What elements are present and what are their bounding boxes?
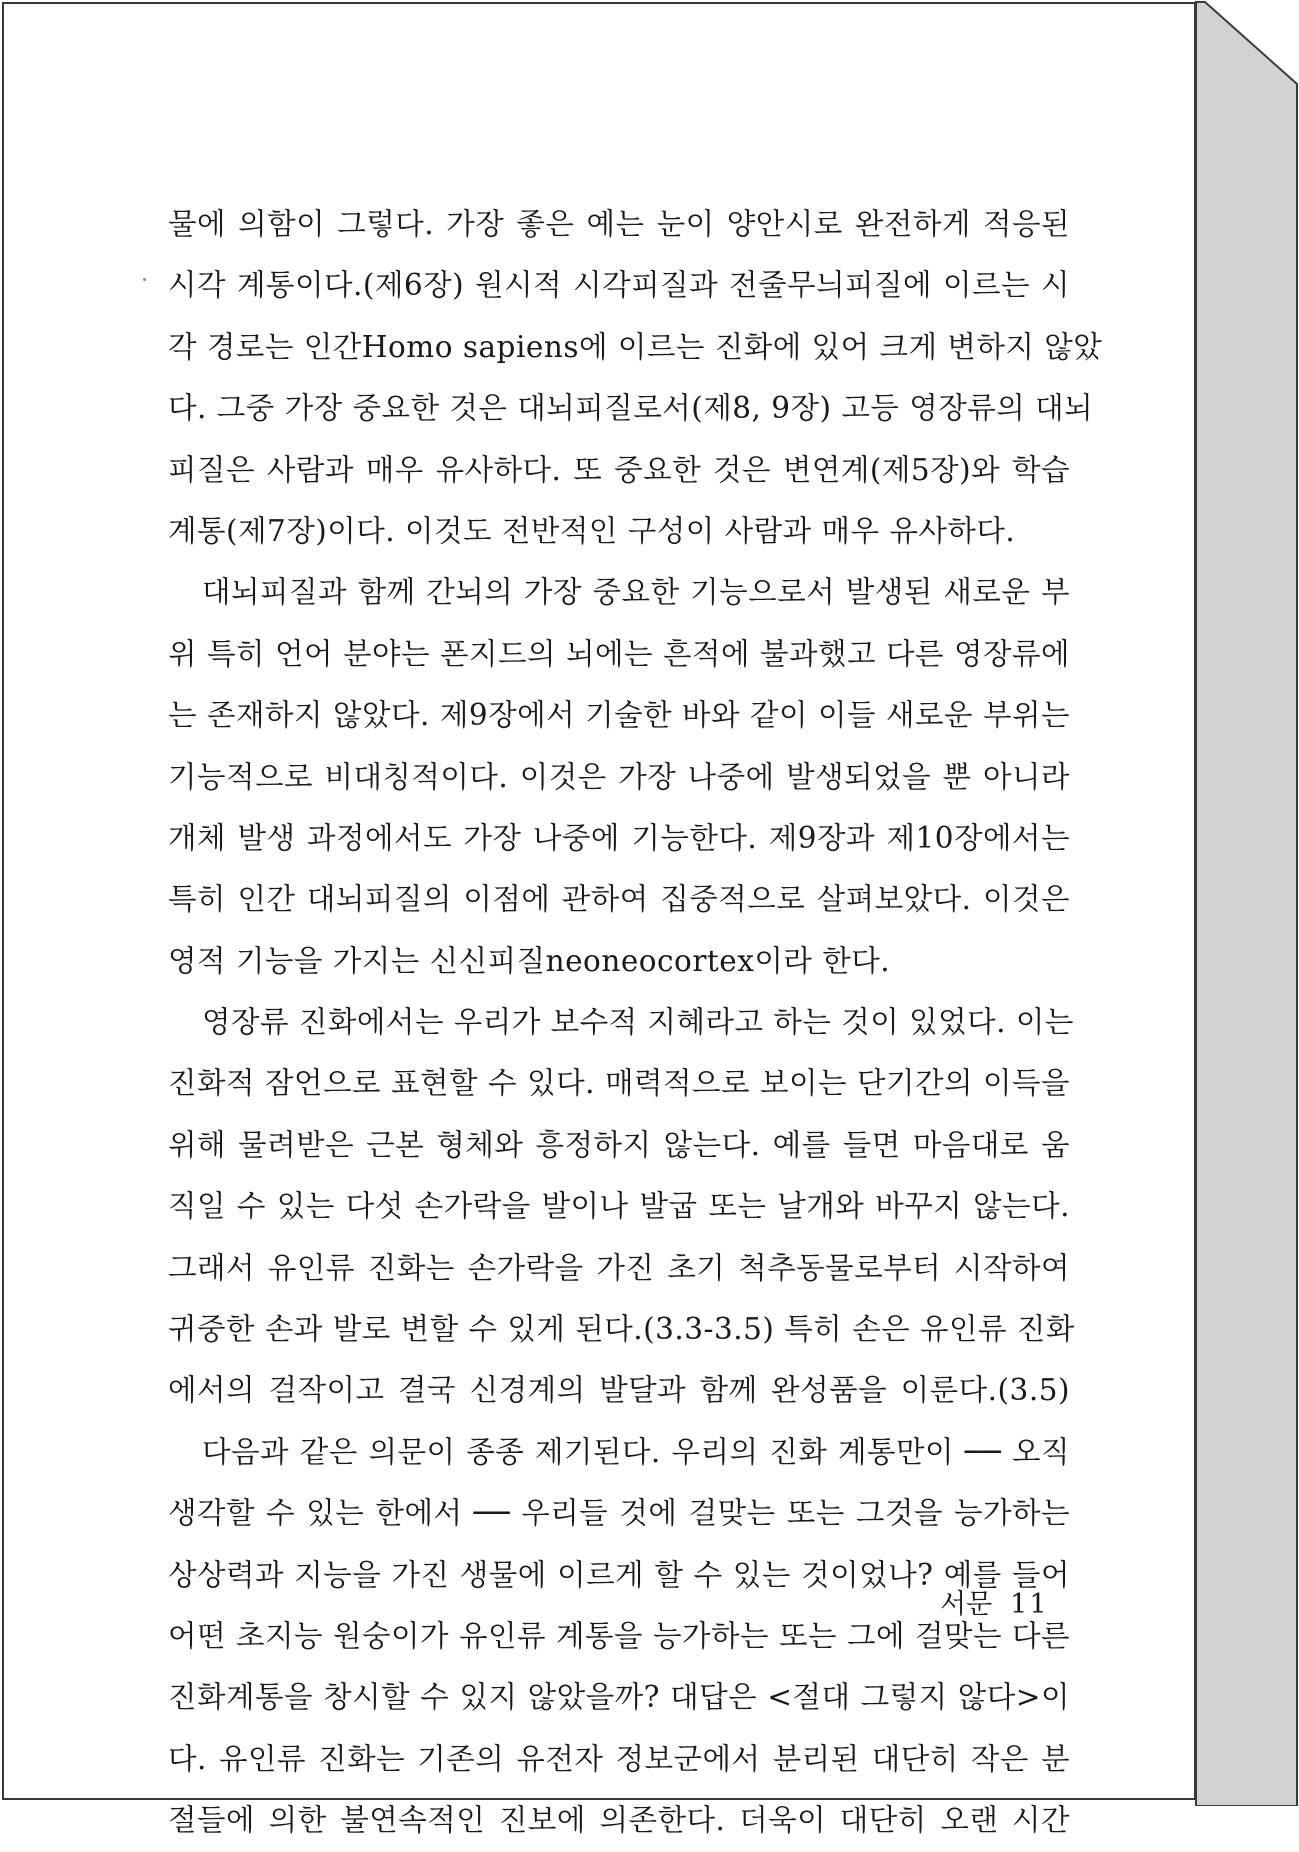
text-line: 기능적으로 비대칭적이다. 이것은 가장 나중에 발생되었을 뿐 아니라 — [168, 759, 1070, 794]
text-line: 상상력과 지능을 가진 생물에 이르게 할 수 있는 것이었나? 예를 들어 — [168, 1557, 1070, 1592]
text-line: 절들에 의한 불연속적인 진보에 의존한다. 더욱이 대단히 오랜 시간 — [168, 1803, 1070, 1838]
text-line: 영장류 진화에서는 우리가 보수적 지혜라고 하는 것이 있었다. 이는 — [202, 1005, 1074, 1040]
body-text — [168, 194, 1103, 1852]
text-line: 귀중한 손과 발로 변할 수 있게 된다.(3.3-3.5) 특히 손은 유인류 진화 — [168, 1312, 1075, 1347]
text-line: 생각할 수 있는 한에서 ── 우리들 것에 걸맞는 또는 그것을 능가하는 — [168, 1496, 1070, 1531]
page-number: 11 — [1010, 1589, 1049, 1620]
text-line: 대뇌피질과 함께 간뇌의 가장 중요한 기능으로서 발생된 새로운 부 — [202, 575, 1070, 610]
text-line: 어떤 초지능 원숭이가 유인류 계통을 능가하는 또는 그에 걸맞는 다른 — [168, 1618, 1070, 1653]
text-line: 위해 물려받은 근본 형체와 흥정하지 않는다. 예를 들면 마음대로 움 — [168, 1127, 1070, 1162]
text-line: 다. 그중 가장 중요한 것은 대뇌피질로서(제8, 9장) 고등 영장류의 대뇌 — [168, 391, 1094, 426]
text-line: 다음과 같은 의문이 종종 제기된다. 우리의 진화 계통만이 ── 오직 — [202, 1434, 1070, 1469]
text-line: 에서의 걸작이고 결국 신경계의 발달과 함께 완성품을 이룬다.(3.5) — [168, 1373, 1070, 1408]
text-line: 진화계통을 창시할 수 있지 않았을까? 대답은 <절대 그렇지 않다>이 — [168, 1680, 1070, 1715]
footer-section-title: 서문 — [940, 1589, 993, 1620]
text-line: 는 존재하지 않았다. 제9장에서 기술한 바와 같이 이들 새로운 부위는 — [168, 698, 1070, 733]
text-line: 직일 수 있는 다섯 손가락을 발이나 발굽 또는 날개와 바꾸지 않는다. — [168, 1189, 1070, 1224]
text-line: 특히 인간 대뇌피질의 이점에 관하여 집중적으로 살펴보았다. 이것은 — [168, 882, 1070, 917]
text-line: 영적 기능을 가지는 신신피질neoneocortex이라 한다. — [168, 943, 891, 978]
text-line: 각 경로는 인간Homo sapiens에 이르는 진화에 있어 크게 변하지 않았 — [168, 329, 1103, 364]
page-footer — [940, 1585, 1049, 1625]
scan-speck — [143, 278, 146, 281]
text-line: 시각 계통이다.(제6장) 원시적 시각피질과 전줄무늬피질에 이르는 시 — [168, 268, 1070, 303]
text-line: 다. 유인류 진화는 기존의 유전자 정보군에서 분리된 대단히 작은 분 — [168, 1741, 1070, 1776]
text-line: 물에 의함이 그렇다. 가장 좋은 예는 눈이 양안시로 완전하게 적응된 — [168, 207, 1070, 241]
text-line: 계통(제7장)이다. 이것도 전반적인 구성이 사람과 매우 유사하다. — [168, 513, 1016, 548]
text-line: 개체 발생 과정에서도 가장 나중에 기능한다. 제9장과 제10장에서는 — [168, 820, 1070, 855]
text-line: 위 특히 언어 분야는 폰지드의 뇌에는 흔적에 불과했고 다른 영장류에 — [168, 636, 1070, 671]
text-line: 그래서 유인류 진화는 손가락을 가진 초기 척추동물로부터 시작하여 — [168, 1250, 1070, 1285]
text-line: 피질은 사람과 매우 유사하다. 또 중요한 것은 변연계(제5장)와 학습 — [168, 452, 1070, 487]
text-line: 진화적 잠언으로 표현할 수 있다. 매력적으로 보이는 단기간의 이득을 — [168, 1066, 1070, 1101]
